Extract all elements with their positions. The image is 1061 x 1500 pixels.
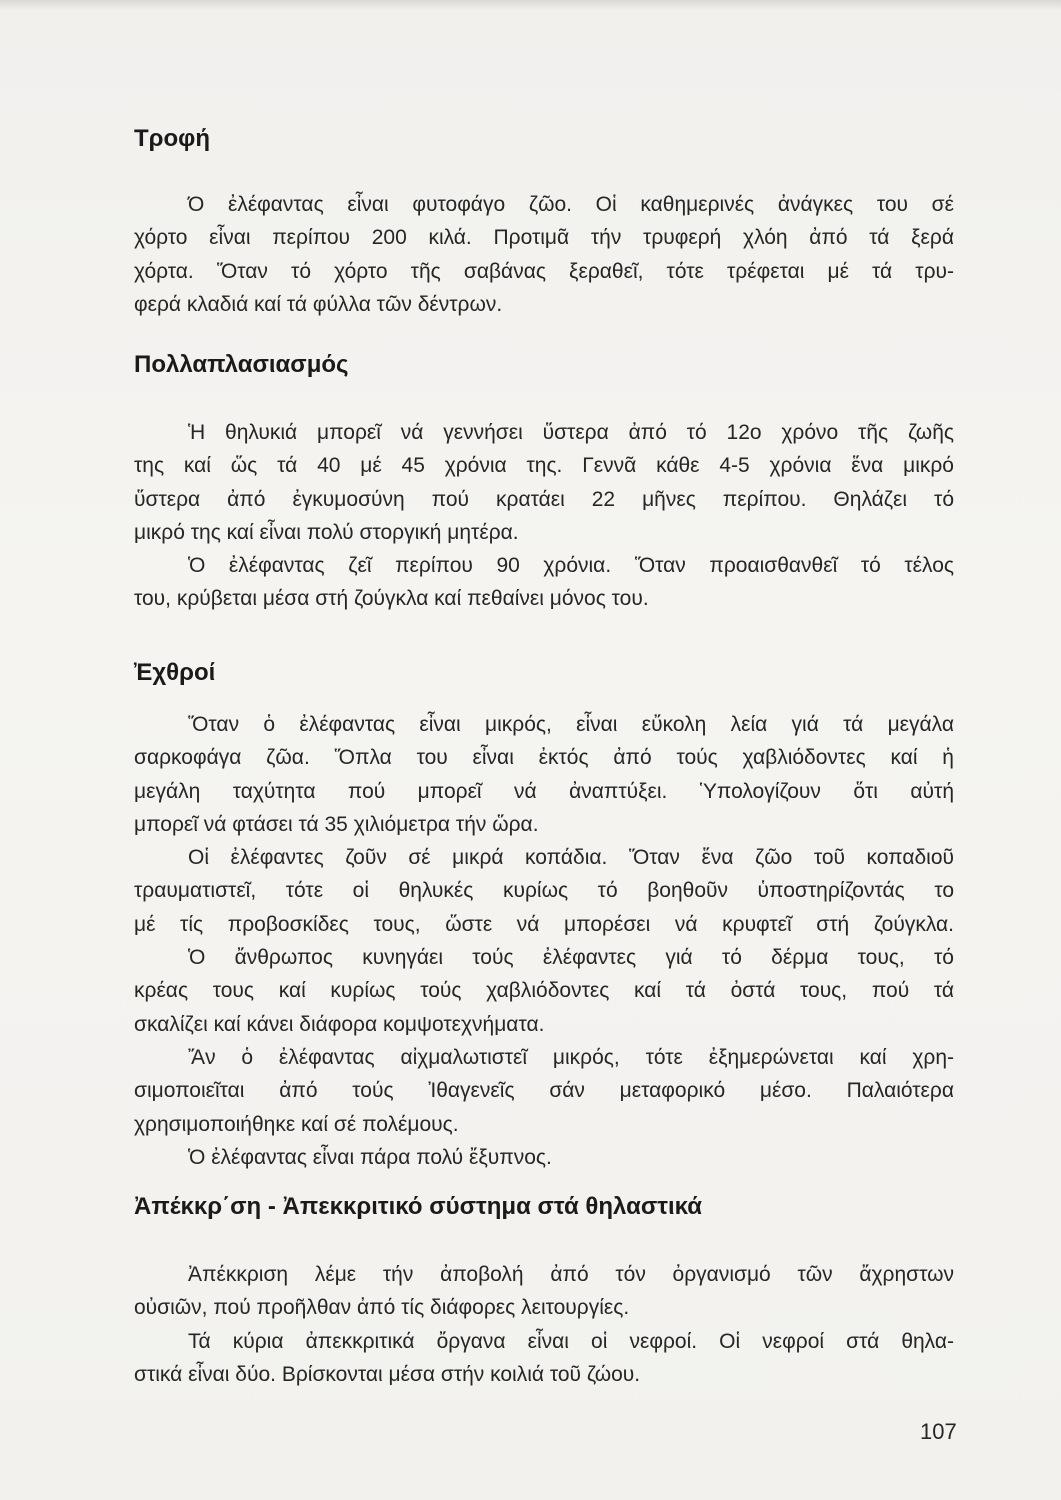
text-line: ὕστερα ἀπό ἐγκυμοσύνη πού κρατάει 22 μῆνες περίπου. Θηλάζει τό (134, 487, 954, 511)
heading-excretion: Ἀπέκκρ΄ση - Ἀπεκκριτικό σύστημα στά θηλαστικά (134, 1193, 702, 1220)
page-edge-shadow (0, 0, 1061, 10)
text-line: μπορεῖ νά φτάσει τά 35 χιλιόμετρα τήν ὥρα. (134, 812, 539, 836)
text-line: μεγάλη ταχύτητα πού μπορεῖ νά ἀναπτύξει. Ὑπολογίζουν ὅτι αὐτή (134, 779, 954, 803)
page-number: 107 (920, 1419, 957, 1444)
heading-food: Τροφή (134, 125, 210, 152)
text-line: Ἄν ὁ ἐλέφαντας αἰχμαλωτιστεῖ μικρός, τότε ἐξημερώνεται καί χρη- (188, 1045, 954, 1069)
text-line: χόρτο εἶναι περίπου 200 κιλά. Προτιμᾶ τήν τρυφερή χλόη ἀπό τά ξερά (134, 226, 954, 250)
text-line: τραυματιστεῖ, τότε οἱ θηλυκές κυρίως τό βοηθοῦν ὑποστηρίζοντάς το (134, 879, 954, 903)
paragraph-excretion (134, 1258, 954, 1391)
paragraph-food (134, 188, 954, 321)
text-line: της καί ὥς τά 40 μέ 45 χρόνια της. Γεννᾶ κάθε 4-5 χρόνια ἕνα μικρό (134, 454, 954, 478)
text-line: Ὁ ἐλέφαντας ζεῖ περίπου 90 χρόνια. Ὅταν προαισθανθεῖ τό τέλος (188, 554, 954, 578)
text-line: χρησιμοποιήθηκε καί σέ πολέμους. (134, 1112, 459, 1136)
text-line: οὐσιῶν, πού προῆλθαν ἀπό τίς διάφορες λειτουργίες. (134, 1296, 630, 1320)
heading-enemies: Ἐχθροί (134, 659, 216, 686)
text-line: σαρκοφάγα ζῶα. Ὅπλα του εἶναι ἐκτός ἀπό τούς χαβλιόδοντες καί ἡ (134, 746, 954, 770)
text-line: του, κρύβεται μέσα στή ζούγκλα καί πεθαίνει μόνος του. (134, 587, 649, 611)
heading-reproduction: Πολλαπλασιασμός (134, 351, 349, 378)
text-line: Ἀπέκκριση λέμε τήν ἀποβολή ἀπό τόν ὀργανισμό τῶν ἄχρηστων (188, 1263, 954, 1286)
text-line: Ὅταν ὁ ἐλέφαντας εἶναι μικρός, εἶναι εὔκολη λεία γιά τά μεγάλα (188, 713, 954, 736)
paragraph-reproduction (134, 416, 954, 616)
text-line: σκαλίζει καί κάνει διάφορα κομψοτεχνήματα. (134, 1012, 545, 1036)
text-line: μικρό της καί εἶναι πολύ στοργική μητέρα. (134, 520, 519, 544)
text-line: στικά εἶναι δύο. Βρίσκονται μέσα στήν κοιλιά τοῦ ζώου. (134, 1362, 641, 1386)
text-line: Ἡ θηλυκιά μπορεῖ νά γεννήσει ὕστερα ἀπό τό 12ο χρόνο τῆς ζωῆς (188, 421, 954, 444)
text-line: μέ τίς προβοσκίδες τους, ὥστε νά μπορέσει νά κρυφτεῖ στή ζούγκλα. (134, 912, 954, 936)
text-line: Οἱ ἐλέφαντες ζοῦν σέ μικρά κοπάδια. Ὅταν ἕνα ζῶο τοῦ κοπαδιοῦ (188, 846, 954, 870)
text-line: Ὁ ἐλέφαντας εἶναι πάρα πολύ ἔξυπνος. (188, 1145, 552, 1169)
paragraph-enemies (134, 708, 954, 1174)
text-line: χόρτα. Ὅταν τό χόρτο τῆς σαβάνας ξεραθεῖ, τότε τρέφεται μέ τά τρυ- (134, 259, 954, 283)
text-line: Ό ἐλέφαντας εἶναι φυτοφάγο ζῶο. Οἱ καθημερινές ἀνάγκες του σέ (188, 193, 954, 216)
text-line: φερά κλαδιά καί τά φύλλα τῶν δέντρων. (134, 292, 503, 316)
text-line: Τά κύρια ἀπεκκριτικά ὄργανα εἶναι οἱ νεφροί. Οἱ νεφροί στά θηλα- (188, 1329, 954, 1353)
text-line: κρέας τους καί κυρίως τούς χαβλιόδοντες καί τά ὀστά τους, πού τά (134, 979, 954, 1003)
text-line: σιμοποιεῖται ἀπό τούς Ἰθαγενεῖς σάν μεταφορικό μέσο. Παλαιότερα (134, 1079, 954, 1103)
text-line: Ὁ ἄνθρωπος κυνηγάει τούς ἐλέφαντες γιά τό δέρμα τους, τό (188, 946, 954, 970)
